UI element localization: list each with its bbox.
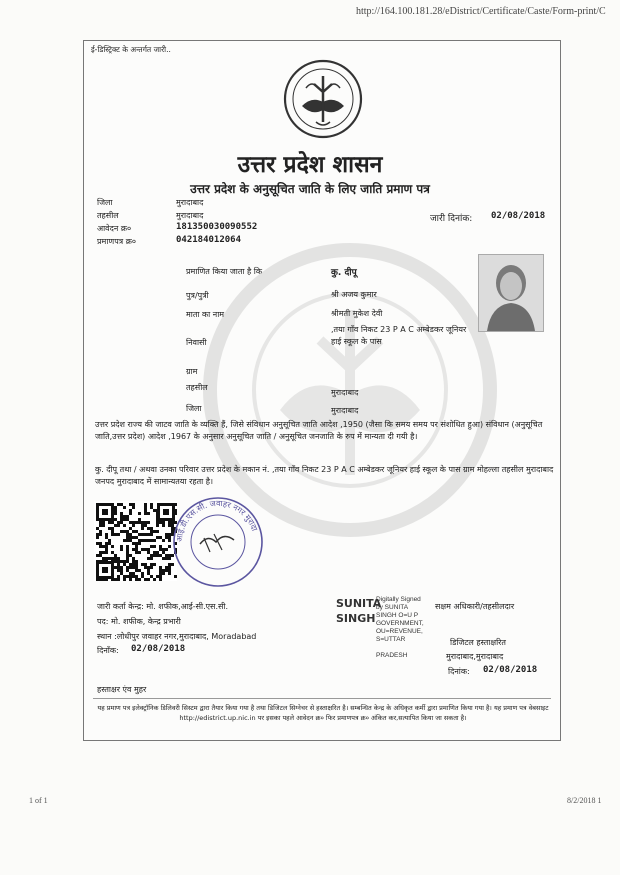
print-date: 8/2/2018 1	[567, 796, 602, 805]
person-tehsil-value: मुरादाबाद	[331, 388, 359, 397]
signature-detail-line: SINGH O=U P	[376, 612, 419, 619]
digital-signer-name	[336, 596, 381, 626]
issue-date-value: 02/08/2018	[491, 211, 546, 221]
browser-url: http://164.100.181.28/eDistrict/Certificate/Caste/Form-print/C	[356, 6, 606, 17]
sign-and-seal-label: हस्ताक्षर एंव मुहर	[97, 685, 147, 694]
issuer-date-value: 02/08/2018	[131, 644, 186, 654]
signature-detail-line: GOVERNMENT,	[376, 620, 424, 627]
person-name: कु. दीपू	[331, 268, 357, 278]
digital-signature-details	[376, 596, 424, 660]
caste-paragraph: उत्तर प्रदेश राज्य की जाटव जाति के व्यक्ति हैं, जिसे संविधान अनुसूचित जाति आदेश ,1950 (जैसा कि समय समय पर संशोधित हुआ) संविधान (अनुसूचित जाति,उत्तर प्रदेश) आदेश ,1967 के अनुसार अनुसूचित जाति / अनुसूचित जनजाति के रुप में मान्यता दी गयी है।	[95, 420, 543, 441]
applicant-photo	[478, 254, 544, 332]
tehsil-label: तहसील	[97, 211, 119, 220]
application-value: 181350030090552	[176, 222, 258, 232]
signer-last-name: SINGH	[336, 612, 376, 625]
qr-code	[94, 501, 177, 581]
verification-note: यह प्रमाण पत्र इलेक्ट्रॉनिक डिलिवरी सिस्टम द्वारा तैयार किया गया है तथा डिजिटल सिग्नेचर से हस्ताक्षरित है। सम्बन्धित केन्द्र के अधिकृत कर्मी द्वारा प्रमाणित किया गया है। यह प्रमाण पत्र वेबसाइट http://edistrict.up.nic.in पर इसका पहले आवेदन क्र० फिर प्रमाणपत्र क्र० अंकित कर,सत्यापित किया जा सकता है।	[97, 704, 549, 722]
person-district-value: मुरादाबाद	[331, 406, 359, 415]
authority-date-label: दिनांक:	[448, 667, 470, 676]
mother-label: माता का नाम	[186, 310, 225, 319]
office-seal-stamp	[170, 494, 266, 590]
signature-detail-line: OU=REVENUE,	[376, 628, 423, 635]
stamp-text: आई.डी.एस.सी. जवाहर नगर मुरादा	[174, 498, 260, 543]
address-value: ,तया गाँव निकट 23 P A C अम्बेडकर जूनियर हाई स्कूल के पास	[331, 325, 467, 346]
signature-detail-line: PRADESH	[376, 652, 408, 659]
page-number: 1 of 1	[29, 796, 48, 805]
village-label: ग्राम	[186, 367, 198, 376]
issuer-post: पद: मो. शफीक, केन्द्र प्रभारी	[97, 617, 181, 626]
parent-label: पुत्र/पुत्री	[186, 291, 209, 300]
mother-name: श्रीमती मुकेश देवी	[331, 309, 383, 318]
certified-label: प्रमाणित किया जाता है कि	[186, 267, 263, 276]
signature-detail-line: by SUNITA	[376, 604, 409, 611]
authority-title: सक्षम अधिकारी/तहसीलदार	[435, 602, 515, 611]
person-district-label: जिला	[186, 404, 202, 413]
application-label: आवेदन क्र०	[97, 224, 132, 233]
issue-date-label: जारी दिनांक:	[430, 214, 473, 224]
issuer-place: स्थान :लोधीपुर जवाहर नगर,मुरादाबाद, Moradabad	[97, 632, 257, 641]
signer-first-name: SUNITA	[336, 597, 382, 610]
edistrict-note: ई-डिस्ट्रिक्ट के अन्तर्गत जारी..	[91, 45, 171, 54]
certificate-number-value: 042184012064	[176, 235, 242, 245]
district-value: मुरादाबाद	[176, 198, 204, 207]
up-emblem-logo	[282, 58, 364, 140]
authority-date-value: 02/08/2018	[483, 665, 538, 675]
issuing-center: जारी कर्ता केन्द्र: मो. शफीक,आई-सी.एस.सी.	[97, 602, 229, 611]
authority-place: मुरादाबाद,मुरादाबाद	[446, 652, 504, 661]
signature-detail-line: S=UTTAR	[376, 636, 406, 643]
signature-detail-line: Digitally Signed	[376, 596, 421, 603]
government-heading: उत्तर प्रदेश शासन	[237, 151, 383, 178]
person-tehsil-label: तहसील	[186, 383, 208, 392]
tehsil-value: मुरादाबाद	[176, 211, 204, 220]
district-label: जिला	[97, 198, 113, 207]
svg-text:आई.डी.एस.सी. जवाहर नगर मुरादा	[175, 499, 260, 542]
resident-label: निवासी	[186, 338, 207, 347]
digitally-signed-label: डिजिटल हस्ताक्षरित	[450, 638, 506, 647]
certificate-title: उत्तर प्रदेश के अनुसूचित जाति के लिए जाति प्रमाण पत्र	[190, 182, 430, 196]
issuer-date-label: दिनाँक:	[97, 646, 119, 655]
certificate-number-label: प्रमाणपत्र क्र०	[97, 237, 136, 246]
footer-divider	[93, 698, 551, 699]
father-name: श्री अजय कुमार	[331, 290, 377, 299]
residence-paragraph: कु. दीपू तथा / अथवा उनका परिवार उत्तर प्रदेश के मकान नं. ,तया गाँव निकट 23 P A C अम्बेडकर जूनियर हाई स्कूल के पास ग्राम मोहल्ला तहसील मुरादाबाद जनपद मुरादाबाद में सामान्यतया रहता है।	[95, 465, 554, 486]
